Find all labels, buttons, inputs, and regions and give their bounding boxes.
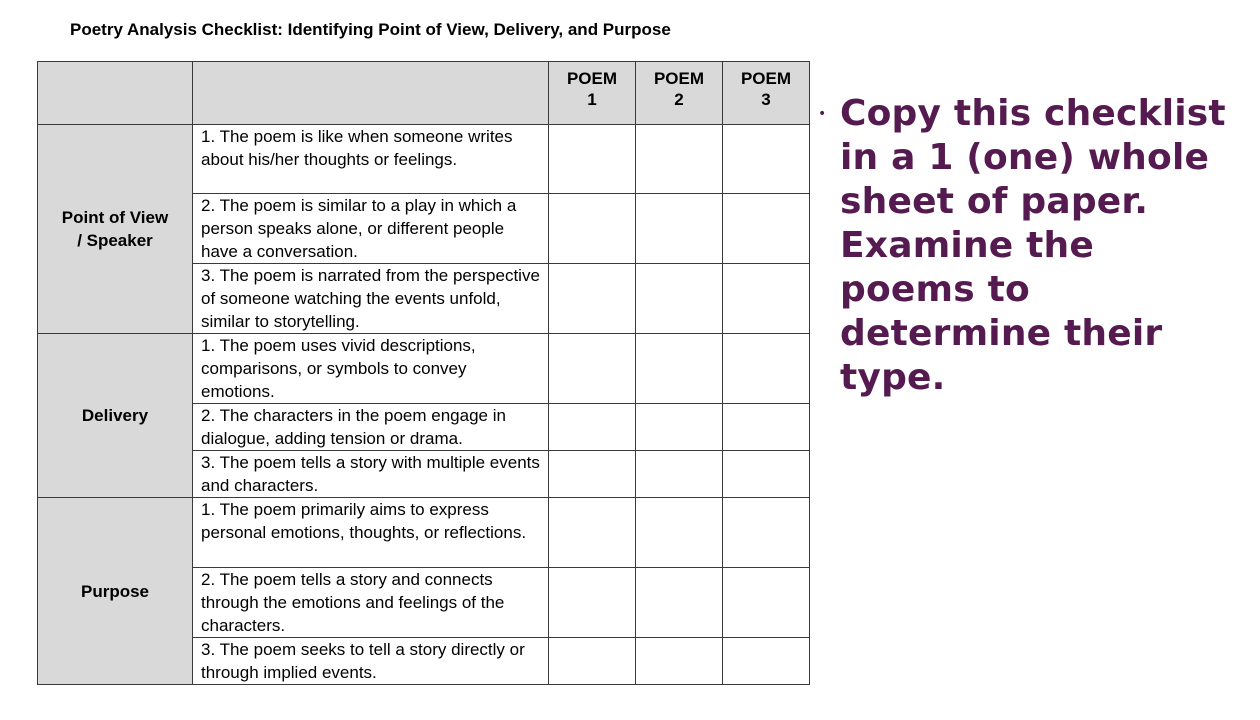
poem-2-check-cell <box>636 498 723 568</box>
poem-3-check-cell <box>723 498 810 568</box>
poem-1-check-cell <box>549 404 636 451</box>
poem-1-check-cell <box>549 194 636 264</box>
poem-2-check-cell <box>636 451 723 498</box>
bullet-icon: • <box>818 106 827 122</box>
criterion-text: 1. The poem uses vivid descriptions, comparisons, or symbols to convey emotions. <box>193 334 549 404</box>
poem-2-check-cell <box>636 404 723 451</box>
criterion-text: 1. The poem primarily aims to express personal emotions, thoughts, or reflections. <box>193 498 549 568</box>
poem-1-check-cell <box>549 334 636 404</box>
poem-3-check-cell <box>723 194 810 264</box>
criterion-text: 2. The poem tells a story and connects through the emotions and feelings of the characters. <box>193 568 549 638</box>
poem-3-check-cell <box>723 568 810 638</box>
criterion-text: 3. The poem seeks to tell a story directly or through implied events. <box>193 638 549 685</box>
poem-3-check-cell <box>723 638 810 685</box>
checklist-table <box>37 61 810 685</box>
poem-3-check-cell <box>723 125 810 194</box>
poem-2-check-cell <box>636 125 723 194</box>
poem-1-check-cell <box>549 498 636 568</box>
category-purpose: Purpose <box>38 498 193 685</box>
criterion-text: 2. The poem is similar to a play in which a person speaks alone, or different people have a conversation. <box>193 194 549 264</box>
instruction-callout <box>818 92 1238 400</box>
poem-1-check-cell <box>549 638 636 685</box>
poem-3-check-cell <box>723 334 810 404</box>
table-row <box>38 125 810 194</box>
header-description-cell <box>193 62 549 125</box>
table-row <box>38 498 810 568</box>
poem-2-check-cell <box>636 568 723 638</box>
poem-3-check-cell <box>723 264 810 334</box>
criterion-text: 1. The poem is like when someone writes about his/her thoughts or feelings. <box>193 125 549 194</box>
poem-2-check-cell <box>636 638 723 685</box>
table-row <box>38 334 810 404</box>
criterion-text: 3. The poem is narrated from the perspective of someone watching the events unfold, similar to storytelling. <box>193 264 549 334</box>
category-point-of-view: Point of View / Speaker <box>38 125 193 334</box>
poem-1-check-cell <box>549 264 636 334</box>
poem-1-check-cell <box>549 125 636 194</box>
page-title: Poetry Analysis Checklist: Identifying Point of View, Delivery, and Purpose <box>70 20 671 39</box>
poem-1-header: POEM 1 <box>549 62 636 125</box>
poem-2-header: POEM 2 <box>636 62 723 125</box>
category-delivery: Delivery <box>38 334 193 498</box>
poem-2-check-cell <box>636 334 723 404</box>
poem-3-check-cell <box>723 404 810 451</box>
criterion-text: 2. The characters in the poem engage in dialogue, adding tension or drama. <box>193 404 549 451</box>
instruction-text: Copy this checklist in a 1 (one) whole sheet of paper. Examine the poems to determine their type. <box>840 93 1226 398</box>
header-category-cell <box>38 62 193 125</box>
criterion-text: 3. The poem tells a story with multiple events and characters. <box>193 451 549 498</box>
poem-2-check-cell <box>636 194 723 264</box>
poem-3-header: POEM 3 <box>723 62 810 125</box>
poem-1-check-cell <box>549 568 636 638</box>
poem-2-check-cell <box>636 264 723 334</box>
poem-3-check-cell <box>723 451 810 498</box>
poem-1-check-cell <box>549 451 636 498</box>
header-row <box>38 62 810 125</box>
